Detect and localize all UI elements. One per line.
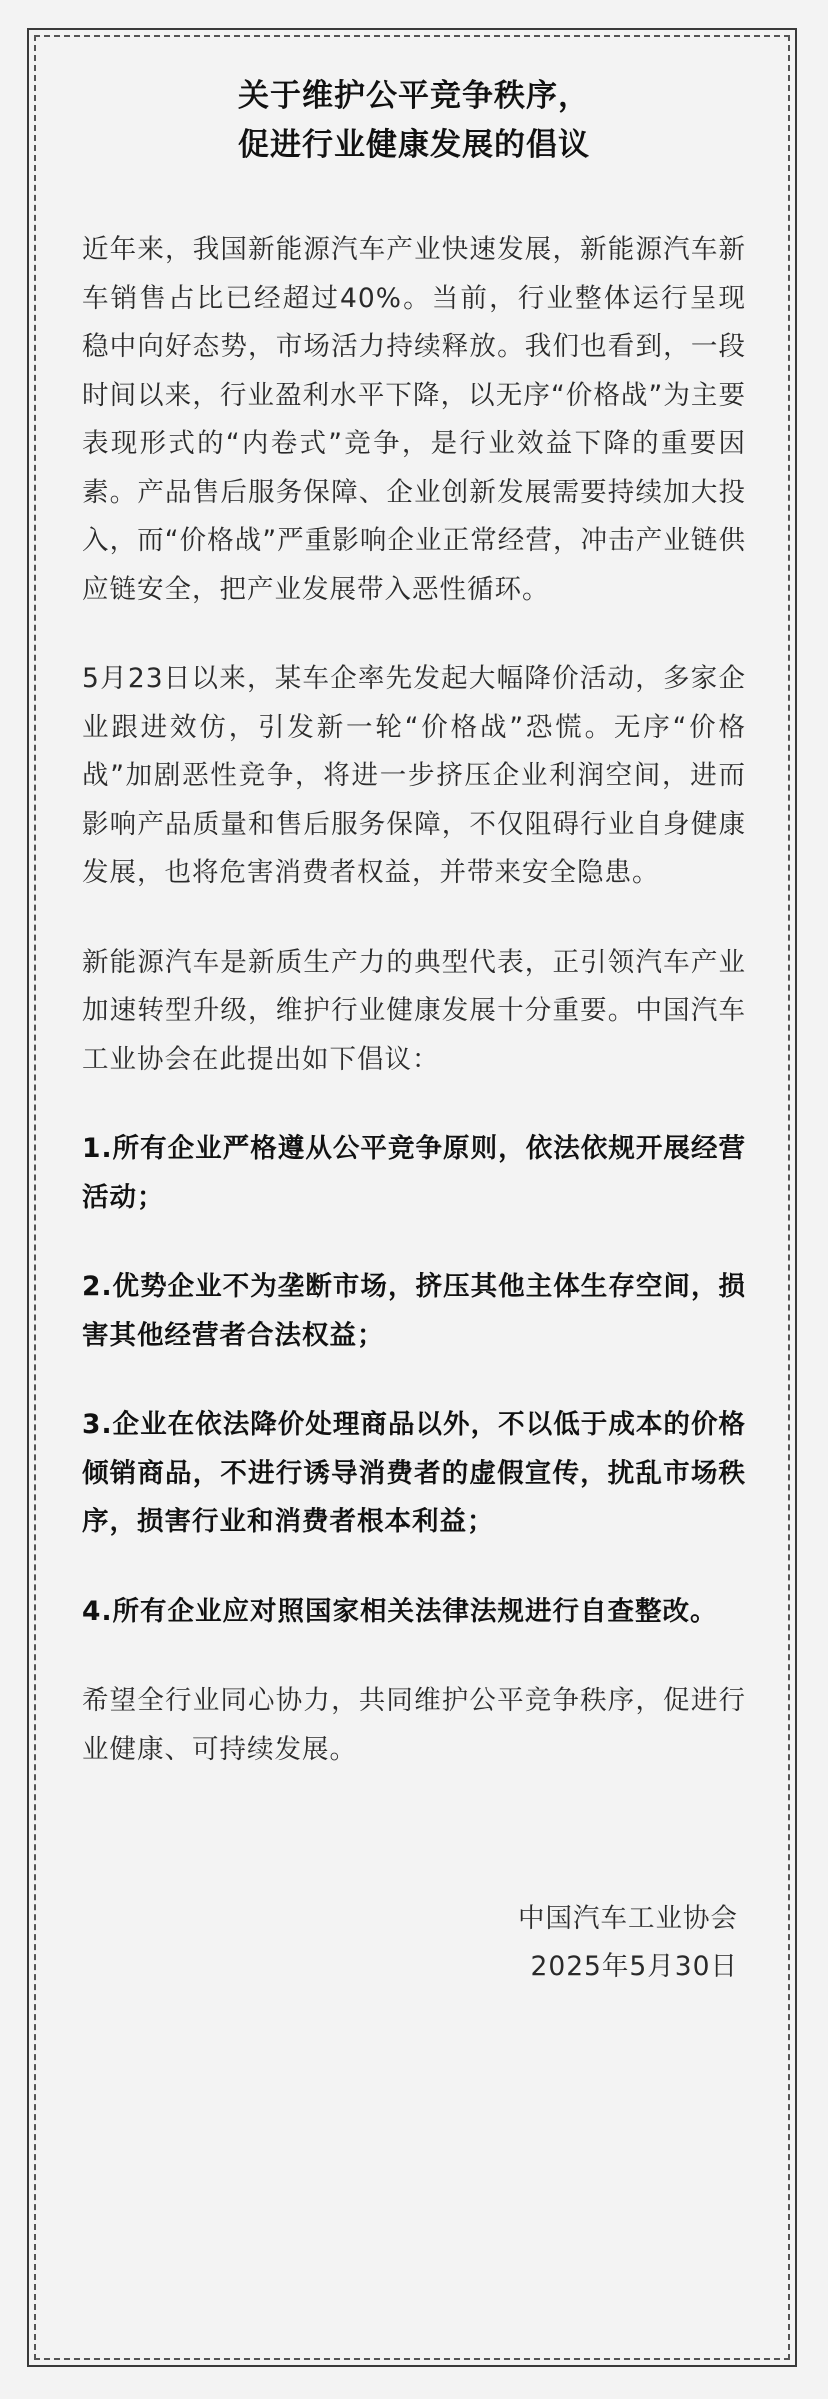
paragraph-1: 近年来，我国新能源汽车产业快速发展，新能源汽车新车销售占比已经超过40%。当前，行业整体运行呈现稳中向好态势，市场活力持续释放。我们也看到，一段时间以来，行业盈利水平下降，以无序“价格战”为主要表现形式的“内卷式”竞争，是行业效益下降的重要因素。产品售后服务保障、企业创新发展需要持续加大投入，而“价格战”严重影响企业正常经营，冲击产业链供应链安全，把产业发展带入恶性循环。 (82, 234, 746, 605)
signature-organization: 中国汽车工业协会 (518, 1903, 738, 1934)
signature-date: 2025年5月30日 (530, 1951, 738, 1982)
paragraph-3: 新能源汽车是新质生产力的典型代表，正引领汽车产业加速转型升级，维护行业健康发展十分重要。中国汽车工业协会在此提出如下倡议： (82, 946, 746, 1075)
document-body (82, 72, 746, 1991)
paragraph-2: 5月23日以来，某车企率先发起大幅降价活动，多家企业跟进效仿，引发新一轮“价格战”恐慌。无序“价格战”加剧恶性竞争，将进一步挤压企业利润空间，进而影响产品质量和售后服务保障，不仅阻碍行业自身健康发展，也将危害消费者权益，并带来安全隐患。 (82, 663, 746, 888)
document-title (82, 72, 746, 170)
proposal-3: 3.企业在依法降价处理商品以外，不以低于成本的价格倾销商品，不进行诱导消费者的虚假宣传，扰乱市场秩序，损害行业和消费者根本利益； (82, 1409, 746, 1537)
proposal-4: 4.所有企业应对照国家相关法律法规进行自查整改。 (82, 1595, 718, 1627)
proposal-1: 1.所有企业严格遵从公平竞争原则，依法依规开展经营活动； (82, 1133, 746, 1213)
closing-paragraph: 希望全行业同心协力，共同维护公平竞争秩序，促进行业健康、可持续发展。 (82, 1685, 746, 1765)
signature-block (82, 1895, 746, 1991)
title-line-2: 促进行业健康发展的倡议 (238, 127, 590, 163)
proposal-2: 2.优势企业不为垄断市场，挤压其他主体生存空间，损害其他经营者合法权益； (82, 1271, 746, 1351)
title-line-1: 关于维护公平竞争秩序， (238, 78, 590, 114)
